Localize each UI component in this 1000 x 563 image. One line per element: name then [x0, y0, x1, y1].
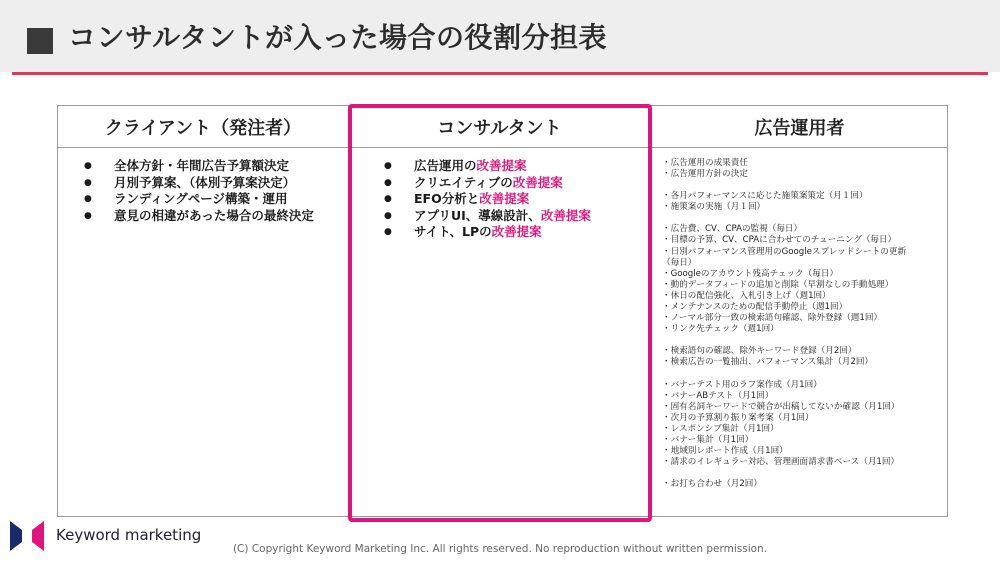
page-title: コンサルタントが入った場合の役割分担表 — [68, 21, 607, 54]
list-item: ・広告費、CV、CPAの監視（毎日） — [662, 224, 803, 235]
list-item: ● 全体方針・年間広告予算額決定 — [84, 158, 314, 175]
group-spacer — [662, 468, 948, 479]
brand-name: Keyword marketing — [56, 526, 202, 544]
list-item: ・目標の予算、CV、CPAに合わせてのチューニング（毎日） — [662, 235, 897, 246]
list-item: ・日別パフォーマンス管理用のGoogleスプレッドシートの更新 — [662, 246, 907, 257]
list-item: ・バナー集計（月1回） — [662, 434, 754, 445]
list-item: ・お打ち合わせ（月2回） — [662, 479, 762, 490]
operator-role-list — [662, 158, 948, 490]
improvement-proposal-highlight: 改善提案 — [540, 207, 591, 223]
copyright-notice: (C) Copyright Keyword Marketing Inc. All rights reserved. No reproduction without written permission. — [232, 543, 768, 555]
list-item: ● 月別予算案、（体別予算案決定） — [84, 175, 314, 192]
group-spacer — [662, 369, 948, 380]
list-item: ・広告運用方針の決定 — [662, 169, 748, 180]
item-text: サイト、LPの — [414, 224, 492, 239]
group-spacer — [662, 213, 948, 224]
client-role-list — [84, 158, 314, 224]
list-item: ・バナーテスト用のラフ案作成（月1回） — [662, 379, 822, 390]
item-text: EFO分析と — [414, 191, 480, 206]
improvement-proposal-highlight: 改善提案 — [491, 224, 542, 239]
title-bar — [0, 0, 1000, 72]
list-item: ・各月パフォーマンスに応じた施策案策定（月１回） — [662, 191, 868, 202]
list-item: ・地域別レポート作成（月1回） — [662, 446, 788, 457]
consultant-column-highlight — [348, 104, 652, 522]
item-text: アプリUI、導線設計、 — [414, 207, 541, 223]
list-item: ・リンク先チェック（週1回） — [662, 324, 779, 335]
list-item: ・固有名詞キーワードで競合が出稿してないか確認（月1回） — [662, 401, 900, 412]
list-item: ・検索広告の一覧抽出、パフォーマンス集計（月2回） — [662, 357, 874, 368]
list-item: ・休日の配信強化、入札引き上げ（週1回） — [662, 290, 831, 301]
group-spacer — [662, 335, 948, 346]
list-item: ・請求のイレギュラー対応、管理画面請求書ベース（月1回） — [662, 457, 900, 468]
column-header-operator: 広告運用者 — [754, 117, 845, 139]
column-header-consultant: コンサルタント — [437, 117, 562, 139]
list-item: ・Googleのアカウント残高チェック（毎日） — [662, 268, 839, 279]
list-item: ● 意見の相違があった場合の最終決定 — [84, 208, 314, 225]
list-item: ・検索語句の確認、除外キーワード登録（月2回） — [662, 346, 857, 357]
list-item: ・動的データフィードの追加と削除（早割なしの手動処理） — [662, 279, 894, 290]
list-item: ・次月の予算割り振り案考案（月1回） — [662, 412, 814, 423]
list-item: ・バナーABテスト（月1回） — [662, 390, 774, 401]
improvement-proposal-highlight: 改善提案 — [476, 158, 527, 173]
list-item: ● ランディングページ構築・運用 — [84, 191, 314, 208]
improvement-proposal-highlight: 改善提案 — [479, 191, 530, 206]
list-item: ・施策案の実施（月１回） — [662, 202, 766, 213]
list-item: ・広告運用の成果責任 — [662, 158, 748, 168]
list-item: ・レスポンシブ集計（月1回） — [662, 423, 779, 434]
improvement-proposal-highlight: 改善提案 — [512, 174, 563, 190]
item-text: 広告運用の — [414, 158, 477, 173]
list-item: ・ノーマル部分一致の検索語句確認、除外登録（週1回） — [662, 313, 883, 324]
item-text: クリエイティブの — [414, 174, 513, 190]
group-spacer — [662, 180, 948, 191]
title-square-icon — [27, 28, 53, 54]
list-item: （毎日） — [662, 257, 697, 268]
column-header-client: クライアント（発注者） — [104, 117, 302, 139]
title-underline — [12, 72, 988, 75]
list-item: ・メンテナンスのための配信手動停止（週1回） — [662, 302, 848, 313]
